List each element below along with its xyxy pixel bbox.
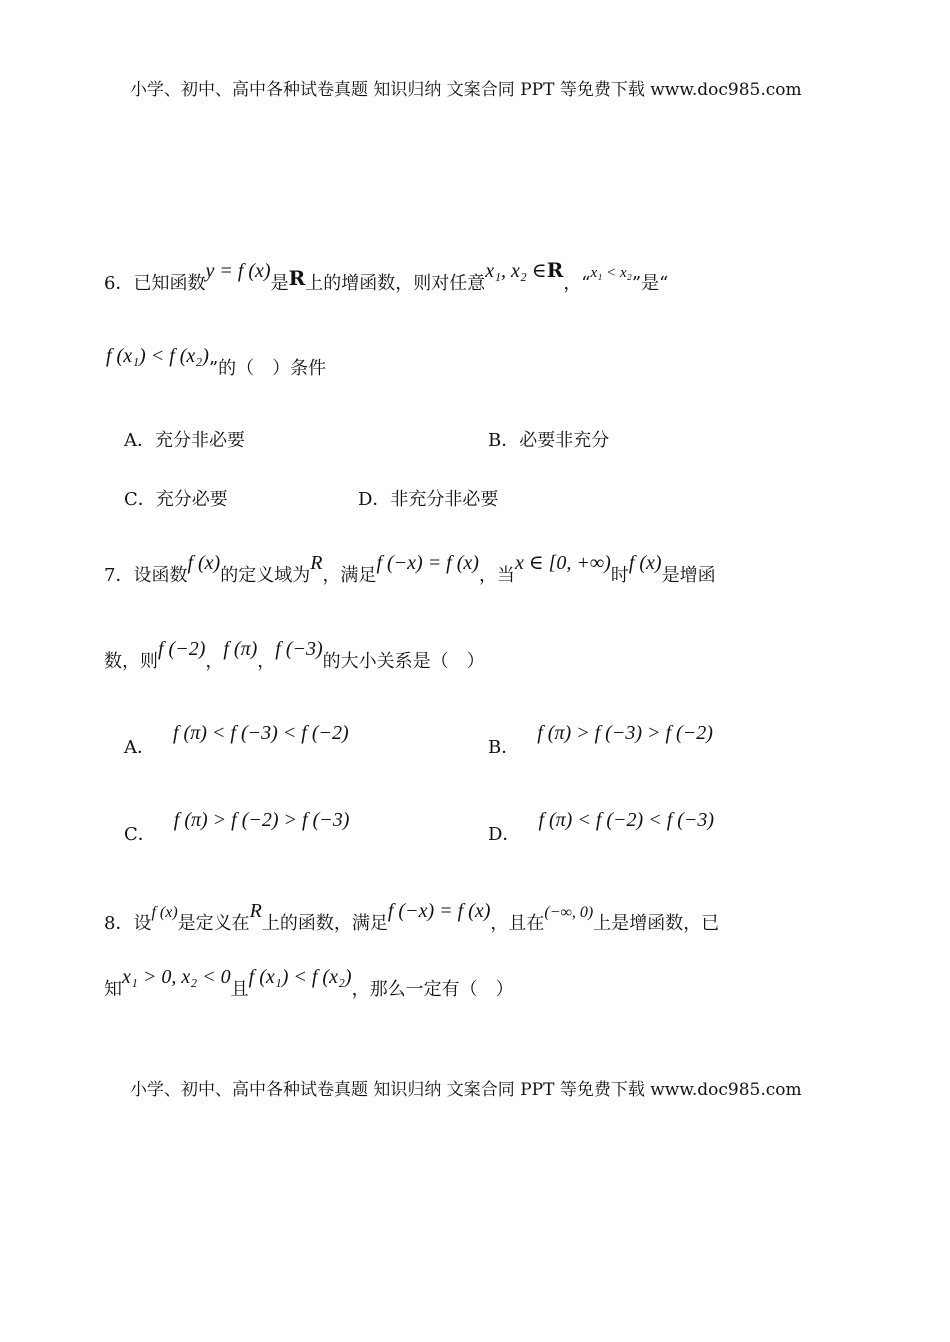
q8-line-1 (104, 900, 720, 934)
q8-math: (−∞, 0) (544, 904, 594, 921)
q7-text: 的定义域为 (220, 565, 311, 586)
q8-math: f (x₁) < f (x₂) (248, 966, 352, 988)
q6-option-d: D．非充分非必要 (358, 489, 499, 510)
q8-text: 上的函数，满足 (261, 913, 388, 934)
q7-math: f (−2) (158, 638, 206, 660)
q8-text: 上是增函数，已 (593, 913, 720, 934)
q6-math: x₁ < x₂ (590, 265, 632, 281)
q7-text: ， (205, 651, 224, 672)
q6-math: f (x₁) < f (x₂) (106, 345, 209, 367)
q7-line-2 (104, 638, 485, 672)
q6-text: ”的（ ）条件 (208, 358, 327, 379)
q8-math: R (249, 900, 262, 922)
q8-math: x₁ > 0, x₂ < 0 (122, 966, 231, 988)
q7-math: f (x) (187, 552, 221, 574)
q7-math: f (π) (223, 638, 258, 660)
q8-math: f (x) (151, 904, 178, 921)
q8-text: ，且在 (490, 913, 545, 934)
q6-text: 上的增函数，则对任意 (305, 273, 486, 294)
q6-math-R: R (546, 258, 564, 282)
q7-option-c (124, 809, 350, 845)
q7-math: x ∈ [0, +∞) (514, 552, 611, 574)
q7-option-d-label: D． (488, 824, 521, 845)
q8-text: 且 (230, 979, 249, 1000)
q6-text: ，“ (563, 273, 591, 294)
q6-line-2 (106, 345, 327, 379)
q6-option-b: B．必要非充分 (488, 430, 610, 451)
q7-text: 是增函 (661, 565, 716, 586)
q7-text: 7．设函数 (104, 565, 188, 586)
q7-option-a-math: f (π) < f (−3) < f (−2) (173, 722, 349, 744)
q7-math: R (310, 552, 323, 574)
q7-text: ，满足 (322, 565, 377, 586)
q7-option-a-label: A． (124, 737, 155, 758)
q6-math: x₁, x₂ ∈ (485, 260, 547, 282)
q6-math: y = f (x) (205, 260, 271, 282)
q7-math: f (−x) = f (x) (376, 552, 479, 574)
q7-text: 的大小关系是（ ） (322, 651, 485, 672)
q7-option-d (488, 809, 715, 845)
q8-text: 是定义在 (177, 913, 250, 934)
q7-option-b (488, 722, 713, 758)
q7-option-b-label: B． (488, 737, 520, 758)
q6-text: 6．已知函数 (104, 273, 206, 294)
q7-text: ， (257, 651, 276, 672)
q8-text: 8．设 (104, 913, 152, 934)
q7-math: f (−3) (275, 638, 323, 660)
q7-option-b-math: f (π) > f (−3) > f (−2) (537, 722, 713, 744)
q8-text: ，那么一定有（ ） (351, 979, 514, 1000)
q7-option-a (124, 722, 349, 758)
q8-line-2 (104, 966, 514, 1000)
q7-line-1 (104, 552, 716, 586)
q6-math-R: R (288, 266, 306, 290)
q6-text: ”是“ (631, 273, 669, 294)
q6-option-c: C．充分必要 (124, 489, 228, 510)
q8-text: 知 (104, 979, 122, 1000)
q7-option-c-math: f (π) > f (−2) > f (−3) (173, 809, 350, 831)
q6-option-a: A．充分非必要 (124, 430, 245, 451)
q7-text: ，当 (478, 565, 515, 586)
q7-math: f (x) (628, 552, 662, 574)
q6-line-1 (104, 258, 669, 294)
q6-text: 是 (270, 273, 289, 294)
page-footer: 小学、初中、高中各种试卷真题 知识归纳 文案合同 PPT 等免费下载 www.doc985.com (130, 1080, 802, 1100)
q8-math: f (−x) = f (x) (387, 900, 491, 922)
q7-option-c-label: C． (124, 824, 156, 845)
q7-text: 时 (610, 565, 629, 586)
page-header: 小学、初中、高中各种试卷真题 知识归纳 文案合同 PPT 等免费下载 www.doc985.com (130, 80, 802, 100)
q7-option-d-math: f (π) < f (−2) < f (−3) (538, 809, 715, 831)
q7-text: 数，则 (104, 651, 158, 672)
